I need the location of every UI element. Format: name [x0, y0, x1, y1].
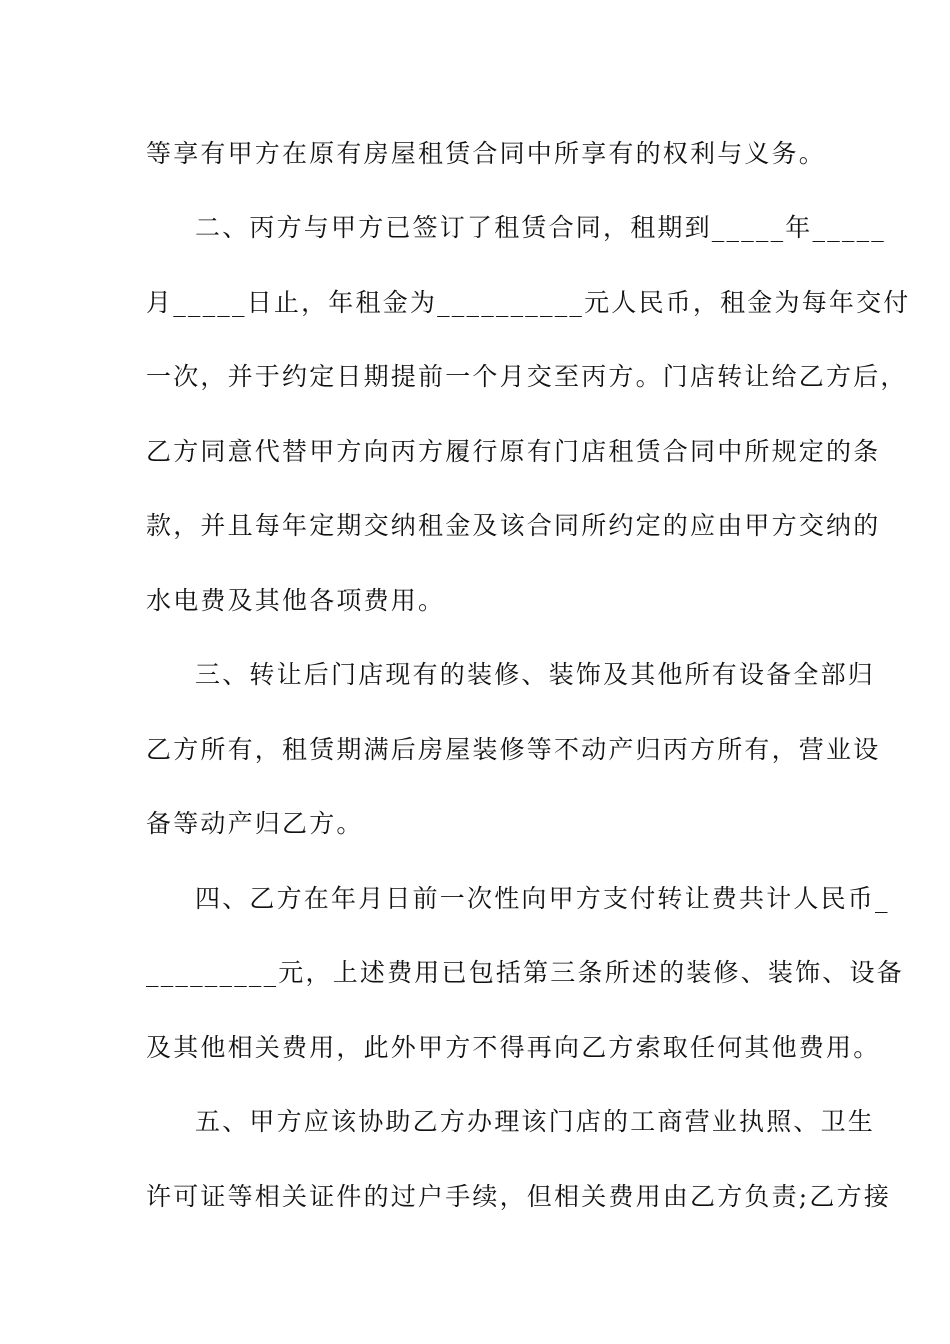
text-line: 乙方同意代替甲方向丙方履行原有门店租赁合同中所规定的条: [146, 437, 881, 466]
text-line: 五、甲方应该协助乙方办理该门店的工商营业执照、卫生: [195, 1107, 876, 1136]
text-line: 水电费及其他各项费用。: [146, 586, 446, 615]
text-line: 许可证等相关证件的过户手续，但相关费用由乙方负责;乙方接: [146, 1182, 892, 1211]
text-line: 乙方所有，租赁期满后房屋装修等不动产归丙方所有，营业设: [146, 735, 881, 764]
text-line: _________元，上述费用已包括第三条所述的装修、装饰、设备: [146, 958, 904, 987]
text-line: 月_____日止，年租金为__________元人民币，租金为每年交付: [146, 288, 911, 317]
text-line: 款，并且每年定期交纳租金及该合同所约定的应由甲方交纳的: [146, 511, 881, 540]
text-line: 备等动产归乙方。: [146, 809, 364, 838]
text-line: 二、丙方与甲方已签订了租赁合同，租期到_____年_____: [195, 213, 887, 242]
text-line: 三、转让后门店现有的装修、装饰及其他所有设备全部归: [195, 660, 876, 689]
text-line: 四、乙方在年月日前一次性向甲方支付转让费共计人民币_: [195, 884, 890, 913]
text-line: 一次，并于约定日期提前一个月交至丙方。门店转让给乙方后，: [146, 362, 908, 391]
text-line: 等享有甲方在原有房屋租赁合同中所享有的权利与义务。: [146, 139, 827, 168]
text-line: 及其他相关费用，此外甲方不得再向乙方索取任何其他费用。: [146, 1033, 881, 1062]
